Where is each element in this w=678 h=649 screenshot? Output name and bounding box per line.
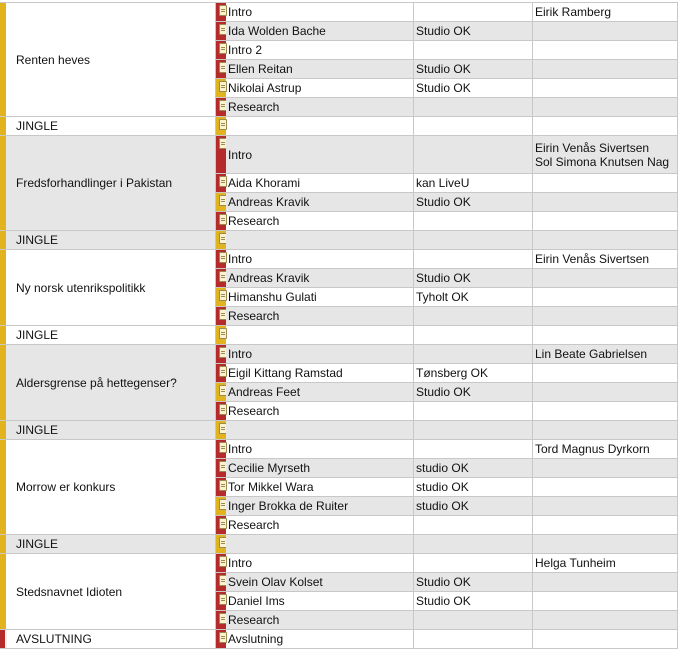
row-status-stripe xyxy=(216,402,226,421)
story-title: Intro xyxy=(228,147,253,162)
story-cell[interactable] xyxy=(226,250,414,269)
status-text: studio OK xyxy=(416,461,469,475)
status-cell[interactable] xyxy=(414,117,533,136)
reporter-cell[interactable] xyxy=(533,573,678,592)
segment-title: JINGLE xyxy=(16,233,59,247)
status-cell[interactable] xyxy=(414,611,533,630)
segment-title-cell[interactable] xyxy=(6,326,216,345)
reporter-cell[interactable] xyxy=(533,22,678,41)
status-text: Studio OK xyxy=(416,385,471,399)
row-status-stripe xyxy=(216,231,226,250)
row-status-stripe xyxy=(216,459,226,478)
story-title: Intro xyxy=(228,347,253,361)
story-cell[interactable] xyxy=(226,421,414,440)
reporter-cell[interactable] xyxy=(533,79,678,98)
story-cell[interactable] xyxy=(226,3,414,22)
status-cell[interactable] xyxy=(414,592,533,611)
story-title: Intro xyxy=(228,556,253,570)
story-title: Research xyxy=(228,404,280,418)
reporter-name: Eirin Venås Sivertsen xyxy=(535,252,650,266)
story-cell[interactable] xyxy=(226,307,414,326)
status-cell[interactable] xyxy=(414,250,533,269)
segment-title-cell[interactable] xyxy=(6,630,216,649)
reporter-cell[interactable] xyxy=(533,231,678,250)
segment-title-cell[interactable] xyxy=(6,250,216,326)
segment-title: Ny norsk utenrikspolitikk xyxy=(16,280,146,295)
status-text: studio OK xyxy=(416,499,469,513)
row-status-stripe xyxy=(216,592,226,611)
reporter-cell[interactable] xyxy=(533,440,678,459)
reporter-cell[interactable] xyxy=(533,459,678,478)
status-cell[interactable] xyxy=(414,98,533,117)
story-cell[interactable] xyxy=(226,383,414,402)
reporter-cell[interactable] xyxy=(533,345,678,364)
reporter-cell[interactable] xyxy=(533,630,678,649)
row-status-stripe xyxy=(216,288,226,307)
story-cell[interactable] xyxy=(226,174,414,193)
status-cell[interactable] xyxy=(414,440,533,459)
row-status-stripe xyxy=(216,212,226,231)
status-cell[interactable] xyxy=(414,269,533,288)
reporter-name-secondary: Sol Simona Knutsen Nag xyxy=(535,154,670,169)
story-cell[interactable] xyxy=(226,478,414,497)
row-status-stripe xyxy=(216,364,226,383)
status-cell[interactable] xyxy=(414,345,533,364)
story-title: Intro xyxy=(228,442,253,456)
status-cell[interactable] xyxy=(414,288,533,307)
status-text: Studio OK xyxy=(416,24,471,38)
reporter-cell[interactable] xyxy=(533,250,678,269)
status-cell[interactable] xyxy=(414,516,533,535)
reporter-cell[interactable] xyxy=(533,288,678,307)
segment-title: AVSLUTNING xyxy=(16,632,92,646)
reporter-cell[interactable] xyxy=(533,383,678,402)
reporter-cell[interactable] xyxy=(533,326,678,345)
story-title: Daniel Ims xyxy=(228,594,285,608)
story-title: Intro xyxy=(228,252,253,266)
story-cell[interactable] xyxy=(226,345,414,364)
segment-title: Renten heves xyxy=(16,52,91,67)
segment-title: Stedsnavnet Idioten xyxy=(16,584,123,599)
row-status-stripe xyxy=(216,421,226,440)
story-title: Eigil Kittang Ramstad xyxy=(228,366,343,380)
reporter-cell[interactable] xyxy=(533,269,678,288)
story-title: Avslutning xyxy=(228,632,284,646)
status-text: Tyholt OK xyxy=(416,290,469,304)
story-cell[interactable] xyxy=(226,440,414,459)
row-status-stripe xyxy=(216,326,226,345)
reporter-cell[interactable] xyxy=(533,592,678,611)
status-cell[interactable] xyxy=(414,554,533,573)
row-status-stripe xyxy=(216,440,226,459)
story-cell[interactable] xyxy=(226,630,414,649)
reporter-cell[interactable] xyxy=(533,3,678,22)
story-title: Nikolai Astrup xyxy=(228,81,302,95)
row-status-stripe xyxy=(216,573,226,592)
row-status-stripe xyxy=(216,98,226,117)
status-cell[interactable] xyxy=(414,3,533,22)
story-cell[interactable] xyxy=(226,554,414,573)
segment-title: Morrow er konkurs xyxy=(16,480,116,494)
reporter-cell[interactable] xyxy=(533,193,678,212)
status-cell[interactable] xyxy=(414,326,533,345)
row-status-stripe xyxy=(216,117,226,136)
row-status-stripe xyxy=(216,41,226,60)
status-cell[interactable] xyxy=(414,231,533,250)
story-title: Andreas Kravik xyxy=(228,271,310,285)
reporter-cell[interactable] xyxy=(533,497,678,516)
row-status-stripe xyxy=(216,478,226,497)
segment-title: Aldersgrense på hettegenser? xyxy=(16,375,177,390)
status-text: Tønsberg OK xyxy=(416,366,489,380)
row-status-stripe xyxy=(216,383,226,402)
story-title: Intro xyxy=(228,5,253,19)
segment-title: JINGLE xyxy=(16,423,59,437)
story-title: Aida Khorami xyxy=(228,176,301,190)
status-cell[interactable] xyxy=(414,421,533,440)
story-title: Himanshu Gulati xyxy=(228,290,317,304)
row-status-stripe xyxy=(216,307,226,326)
status-cell[interactable] xyxy=(414,383,533,402)
story-cell[interactable] xyxy=(226,212,414,231)
story-title: Andreas Feet xyxy=(228,385,301,399)
row-status-stripe xyxy=(216,630,226,649)
story-cell[interactable] xyxy=(226,288,414,307)
story-title: Tor Mikkel Wara xyxy=(228,480,314,494)
status-text: Studio OK xyxy=(416,195,471,209)
status-cell[interactable] xyxy=(414,174,533,193)
segment-title-cell[interactable] xyxy=(6,231,216,250)
story-title: Research xyxy=(228,100,280,114)
reporter-cell[interactable] xyxy=(533,136,678,174)
reporter-cell[interactable] xyxy=(533,516,678,535)
reporter-cell[interactable] xyxy=(533,364,678,383)
row-status-stripe xyxy=(216,554,226,573)
story-cell[interactable] xyxy=(226,497,414,516)
status-cell[interactable] xyxy=(414,22,533,41)
row-status-stripe xyxy=(216,193,226,212)
row-status-stripe xyxy=(216,136,226,174)
segment-title-cell[interactable] xyxy=(6,535,216,554)
segment-title-cell[interactable] xyxy=(6,345,216,421)
segment-title: Fredsforhandlinger i Pakistan xyxy=(16,176,173,190)
story-cell[interactable] xyxy=(226,402,414,421)
row-status-stripe xyxy=(216,174,226,193)
story-cell[interactable] xyxy=(226,231,414,250)
story-cell[interactable] xyxy=(226,535,414,554)
reporter-cell[interactable] xyxy=(533,421,678,440)
reporter-cell[interactable] xyxy=(533,117,678,136)
reporter-cell[interactable] xyxy=(533,174,678,193)
status-cell[interactable] xyxy=(414,193,533,212)
reporter-name: Eirik Ramberg xyxy=(535,5,612,19)
story-cell[interactable] xyxy=(226,41,414,60)
status-cell[interactable] xyxy=(414,630,533,649)
segment-title-cell[interactable] xyxy=(6,554,216,630)
status-text: Studio OK xyxy=(416,62,471,76)
reporter-cell[interactable] xyxy=(533,611,678,630)
status-cell[interactable] xyxy=(414,212,533,231)
status-cell[interactable] xyxy=(414,497,533,516)
reporter-cell[interactable] xyxy=(533,41,678,60)
story-cell[interactable] xyxy=(226,79,414,98)
reporter-cell[interactable] xyxy=(533,554,678,573)
status-text: Studio OK xyxy=(416,575,471,589)
story-cell[interactable] xyxy=(226,459,414,478)
story-title: Ida Wolden Bache xyxy=(228,24,326,38)
row-status-stripe xyxy=(216,250,226,269)
row-status-stripe xyxy=(216,516,226,535)
status-text: kan LiveU xyxy=(416,176,470,190)
story-title: Inger Brokka de Ruiter xyxy=(228,499,349,513)
status-text: Studio OK xyxy=(416,81,471,95)
segment-title-cell[interactable] xyxy=(6,440,216,535)
status-cell[interactable] xyxy=(414,136,533,174)
story-title: Research xyxy=(228,214,280,228)
reporter-cell[interactable] xyxy=(533,60,678,79)
status-cell[interactable] xyxy=(414,535,533,554)
reporter-name: Helga Tunheim xyxy=(535,556,616,570)
status-cell[interactable] xyxy=(414,60,533,79)
segment-title-cell[interactable] xyxy=(6,3,216,117)
story-title: Andreas Kravik xyxy=(228,195,310,209)
reporter-name: Lin Beate Gabrielsen xyxy=(535,347,648,361)
story-title: Intro 2 xyxy=(228,43,263,57)
status-cell[interactable] xyxy=(414,41,533,60)
status-cell[interactable] xyxy=(414,573,533,592)
story-title: Cecilie Myrseth xyxy=(228,461,311,475)
story-cell[interactable] xyxy=(226,136,414,174)
story-title: Research xyxy=(228,613,280,627)
row-status-stripe xyxy=(216,60,226,79)
segment-title: JINGLE xyxy=(16,537,59,551)
row-status-stripe xyxy=(216,3,226,22)
row-status-stripe xyxy=(216,535,226,554)
reporter-cell[interactable] xyxy=(533,98,678,117)
story-cell[interactable] xyxy=(226,117,414,136)
story-title: Ellen Reitan xyxy=(228,62,293,76)
story-cell[interactable] xyxy=(226,22,414,41)
story-title: Research xyxy=(228,309,280,323)
row-status-stripe xyxy=(216,269,226,288)
status-text: studio OK xyxy=(416,480,469,494)
segment-title-cell[interactable] xyxy=(6,117,216,136)
row-status-stripe xyxy=(216,611,226,630)
segment-title: JINGLE xyxy=(16,328,59,342)
story-cell[interactable] xyxy=(226,60,414,79)
segment-title: JINGLE xyxy=(16,119,59,133)
status-cell[interactable] xyxy=(414,402,533,421)
status-cell[interactable] xyxy=(414,364,533,383)
story-title: Research xyxy=(228,518,280,532)
row-status-stripe xyxy=(216,497,226,516)
status-text: Studio OK xyxy=(416,271,471,285)
status-cell[interactable] xyxy=(414,79,533,98)
status-text: Studio OK xyxy=(416,594,471,608)
status-cell[interactable] xyxy=(414,459,533,478)
story-title: Svein Olav Kolset xyxy=(228,575,323,589)
story-cell[interactable] xyxy=(226,269,414,288)
reporter-cell[interactable] xyxy=(533,535,678,554)
status-cell[interactable] xyxy=(414,478,533,497)
reporter-cell[interactable] xyxy=(533,307,678,326)
reporter-name: Tord Magnus Dyrkorn xyxy=(535,442,650,456)
row-status-stripe xyxy=(216,22,226,41)
status-cell[interactable] xyxy=(414,307,533,326)
reporter-cell[interactable] xyxy=(533,212,678,231)
reporter-name: Eirin Venås Sivertsen xyxy=(535,140,650,155)
story-cell[interactable] xyxy=(226,193,414,212)
reporter-cell[interactable] xyxy=(533,478,678,497)
story-cell[interactable] xyxy=(226,516,414,535)
story-cell[interactable] xyxy=(226,98,414,117)
story-cell[interactable] xyxy=(226,364,414,383)
reporter-cell[interactable] xyxy=(533,402,678,421)
row-status-stripe xyxy=(216,345,226,364)
story-cell[interactable] xyxy=(226,573,414,592)
story-cell[interactable] xyxy=(226,611,414,630)
segment-title-cell[interactable] xyxy=(6,421,216,440)
row-status-stripe xyxy=(216,79,226,98)
story-cell[interactable] xyxy=(226,592,414,611)
story-cell[interactable] xyxy=(226,326,414,345)
segment-title-cell[interactable] xyxy=(6,136,216,231)
